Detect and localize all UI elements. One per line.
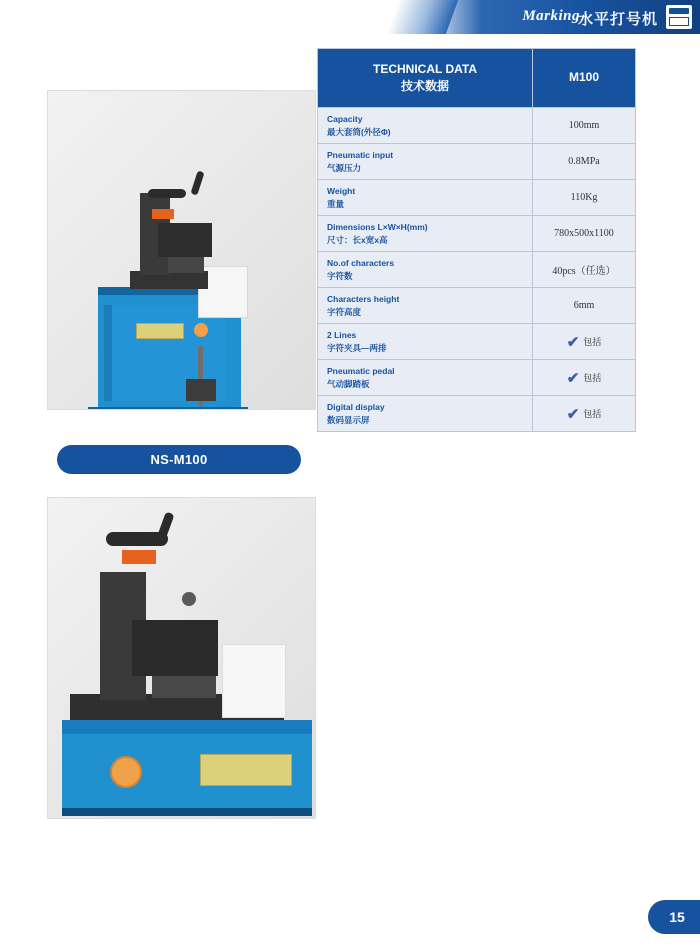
machine-plinth-top [88,407,248,410]
header-title-cn: 水平打号机 [577,11,658,28]
row-value-no-of-characters: 40pcs（任选） [533,252,636,288]
machine-foot-pedal [186,379,216,401]
check-icon: ✔ [566,405,580,423]
row-label-cn: 字符高度 [327,306,362,317]
detail-nameplate [200,754,292,786]
row-label-en: Digital display [327,401,385,412]
row-label-2-lines [318,324,533,360]
detail-table-top [62,720,312,734]
row-label-cn: 最大套筒(外径Φ) [327,126,391,137]
table-body [318,108,636,432]
row-label-cn: 数码显示屏 [327,414,370,425]
detail-table-base [62,808,312,816]
table-row [318,324,636,360]
row-label-en: Pneumatic pedal [327,365,395,376]
row-label-en: Dimensions L×W×H(mm) [327,221,428,232]
detail-orange-marker [122,550,156,564]
machine-label-plate [136,323,184,339]
row-label-weight [318,180,533,216]
detail-marking-head [132,620,218,676]
row-value-2-lines [533,324,636,360]
row-label-pneumatic-pedal [318,360,533,396]
row-label-en: Capacity [327,113,363,124]
row-label-en: No.of characters [327,257,395,268]
detail-clamp [152,676,216,698]
row-label-capacity [318,108,533,144]
row-value-text: 包括 [583,336,602,347]
row-label-en: Weight [327,185,356,196]
row-label-en: Characters height [327,293,400,304]
row-label-dimensions [318,216,533,252]
row-label-digital-display [318,396,533,432]
header-title-en: Marking [522,8,580,24]
table-row [318,108,636,144]
row-label-cn: 气动脚踏板 [327,378,370,389]
table-row [318,180,636,216]
table-header-title-en: TECHNICAL DATA [373,61,477,76]
machine-handwheel [148,189,186,198]
row-value-text: 包括 [583,372,602,383]
product-photo-full-machine [47,90,316,410]
technical-data-table [317,48,636,432]
row-label-cn: 字符夹具—两排 [327,342,387,353]
row-value-characters-height: 6mm [533,288,636,324]
model-label-pill: NS-M100 [57,445,301,474]
row-value-weight: 110Kg [533,180,636,216]
row-label-en: 2 Lines [327,329,357,340]
row-label-cn: 尺寸：长x宽x高 [327,234,388,245]
table-row [318,252,636,288]
detail-knob [110,756,142,788]
marking-machine-icon [666,5,692,29]
page-number: 15 [648,900,700,934]
machine-lever [190,171,204,196]
row-value-capacity: 100mm [533,108,636,144]
icon-lid-shape [669,8,689,14]
detail-adjust-knob [182,592,196,606]
check-icon: ✔ [566,333,580,351]
table-row [318,288,636,324]
table-row [318,144,636,180]
row-value-text: 包括 [583,408,602,419]
table-row [318,216,636,252]
row-label-cn: 重量 [327,198,345,209]
machine-orange-marker [152,209,174,219]
table-row [318,396,636,432]
table-header-model: M100 [533,49,636,108]
table-row [318,360,636,396]
table-header-title-cn: 技术数据 [400,79,449,93]
machine-head-clamp [168,257,204,273]
row-value-pneumatic-input: 0.8MPa [533,144,636,180]
icon-body-shape [669,17,689,26]
page-header [0,0,700,34]
table-header-row [318,49,636,108]
machine-knob [194,323,208,337]
row-value-dimensions: 780x500x1100 [533,216,636,252]
table-header-title [318,49,533,108]
row-label-en: Pneumatic input [327,149,394,160]
row-label-cn: 字符数 [327,270,353,281]
product-photo-detail [47,497,316,819]
check-icon: ✔ [566,369,580,387]
machine-cabinet-left-panel [104,305,112,401]
row-value-pneumatic-pedal [533,360,636,396]
row-label-pneumatic-input [318,144,533,180]
row-label-cn: 气源压力 [327,162,362,173]
row-value-digital-display [533,396,636,432]
machine-marking-head [158,223,212,257]
detail-control-box [222,644,286,718]
detail-lever [154,511,174,546]
row-label-no-of-characters [318,252,533,288]
row-label-characters-height [318,288,533,324]
